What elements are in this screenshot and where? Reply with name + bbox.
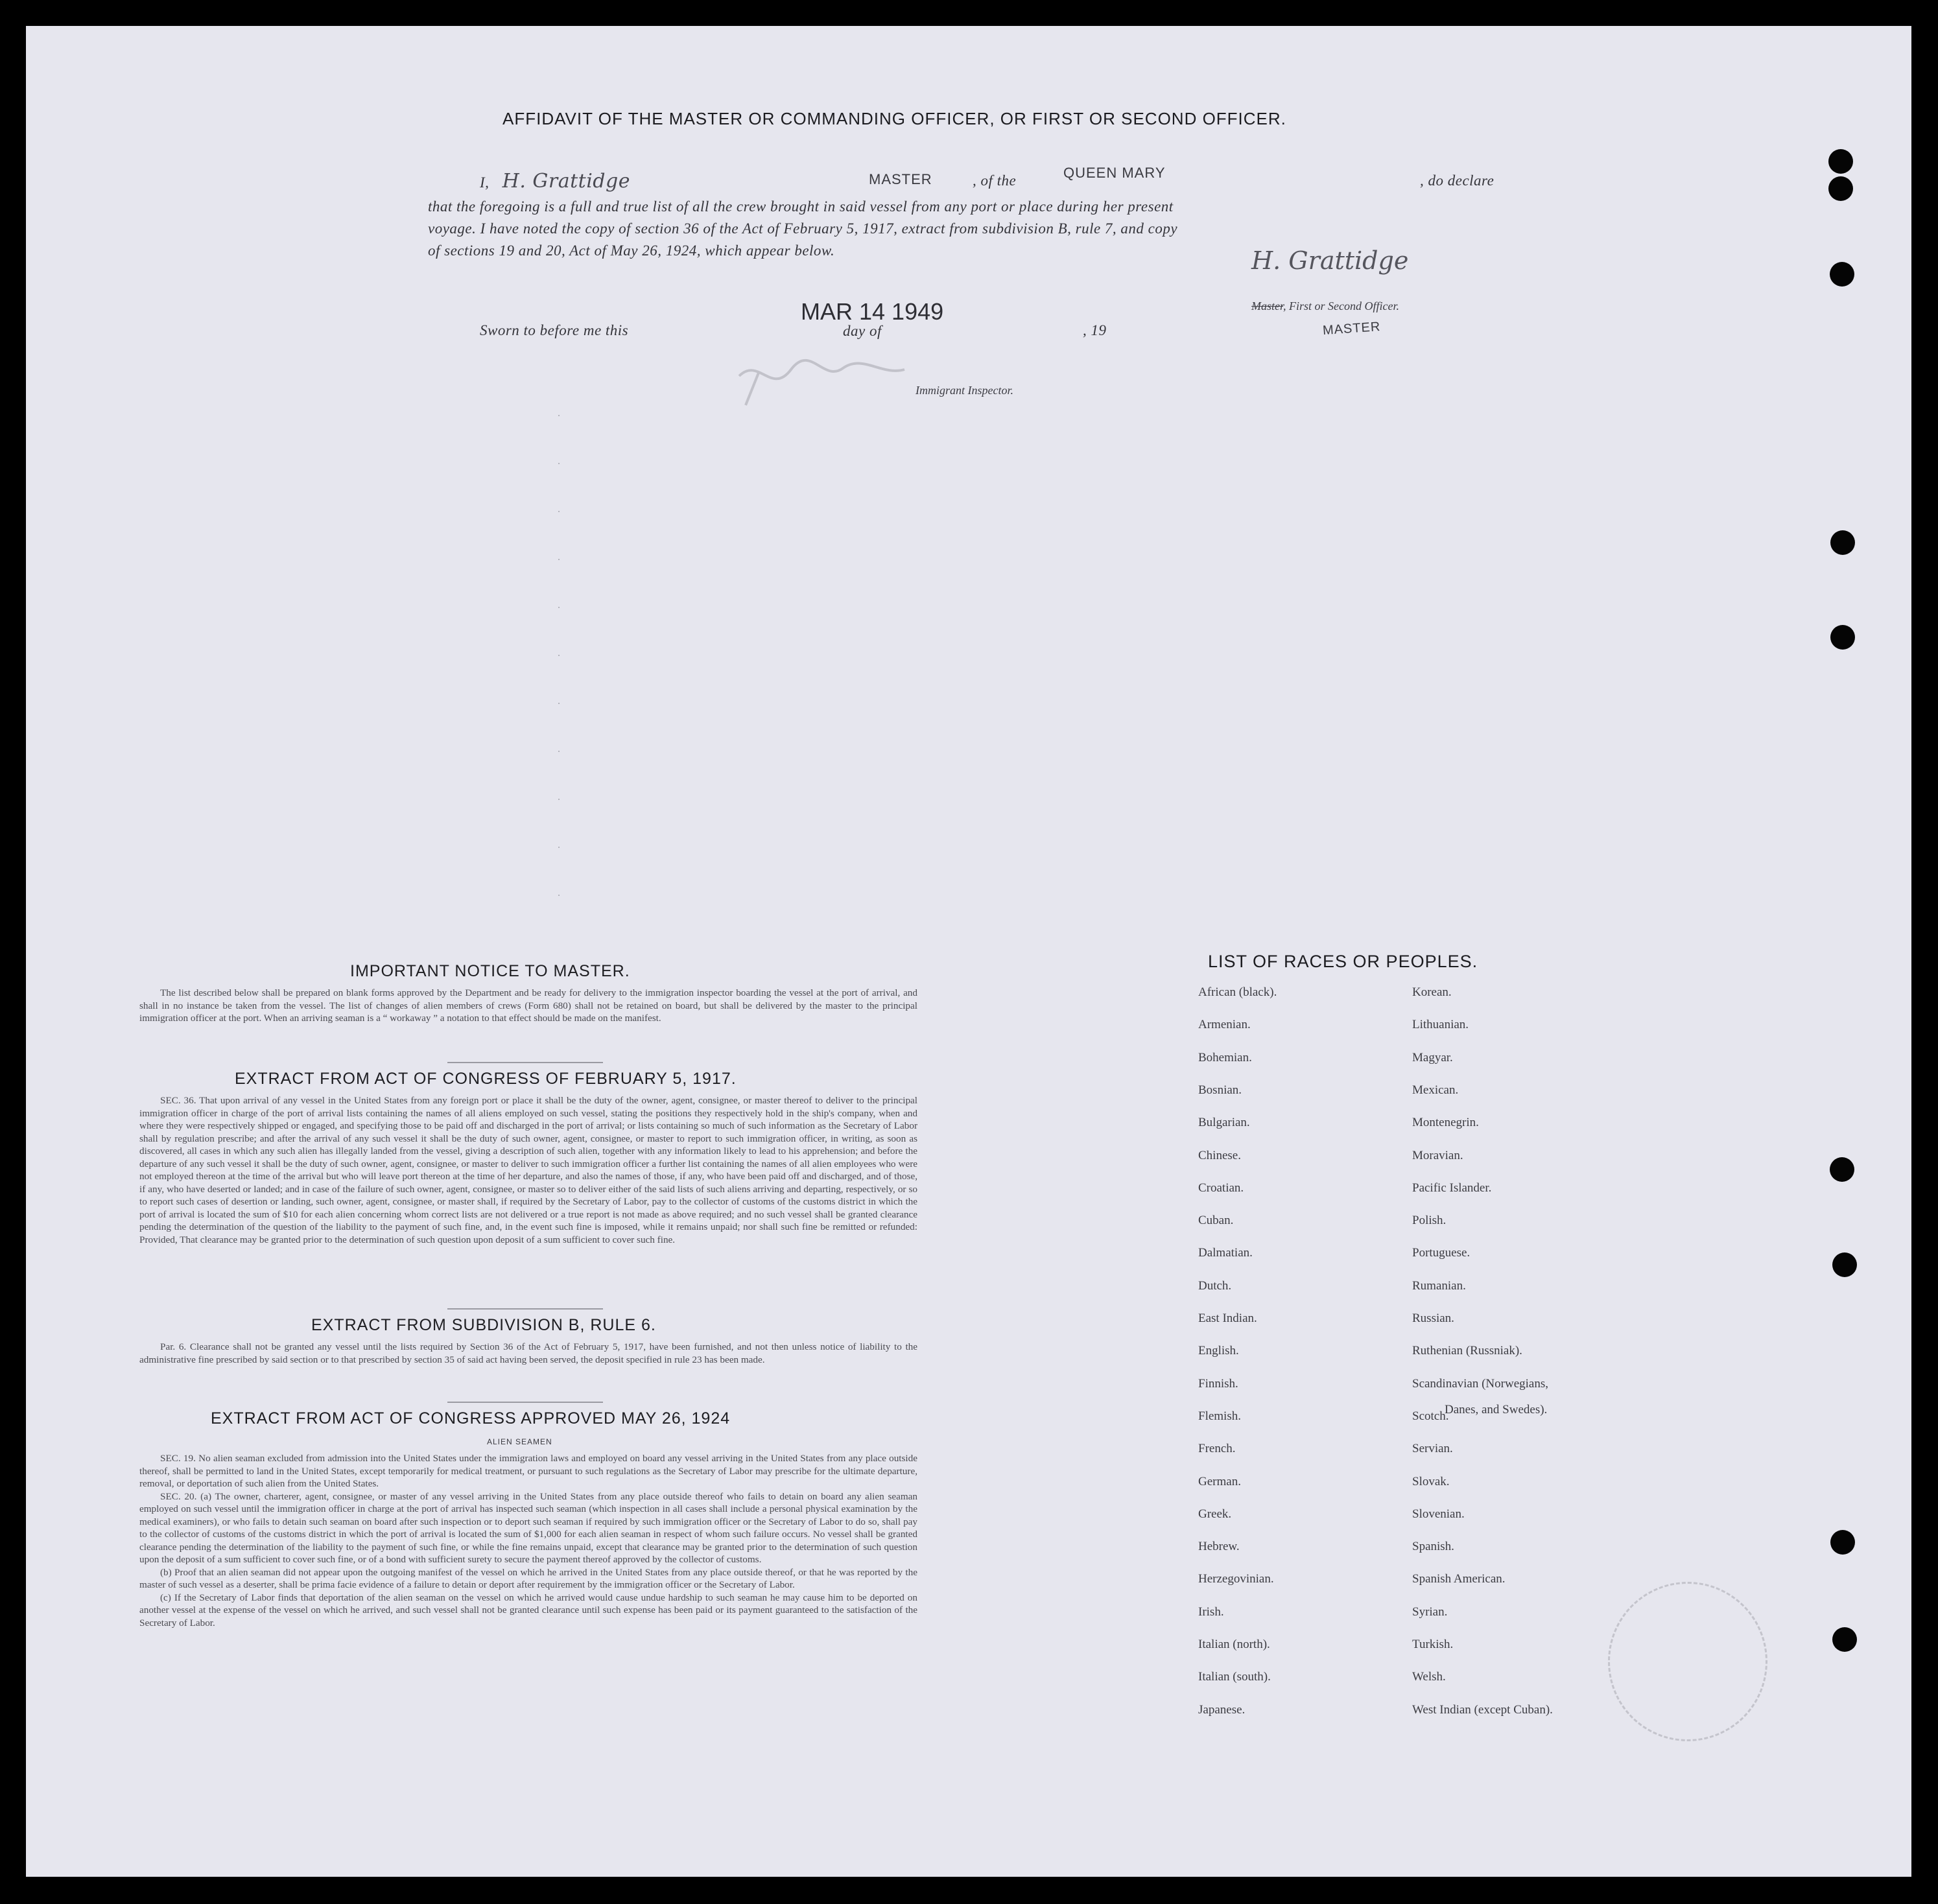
race-item: French. [1198, 1442, 1236, 1456]
race-item: Syrian. [1412, 1604, 1448, 1619]
race-item: Scandinavian (Norwegians, [1412, 1376, 1548, 1391]
par-6-paragraph: Par. 6. Clearance shall not be granted any vessel until the lists required by Section 36 of the Act of February 5, 1917, have been furnished, and not then unless notice of liability to the administrative fine prescribed by said section or to that prescribed by section 35 of said act having been served, the deposit specified in rule 23 has been made. [139, 1341, 917, 1365]
race-item: English. [1198, 1344, 1239, 1358]
affidavit-title: AFFIDAVIT OF THE MASTER OR COMMANDING OFFICER, OR FIRST OR SECOND OFFICER. [502, 109, 1286, 128]
affidavit-line-2: that the foregoing is a full and true list of all the crew brought in said vessel from any port or place during her present [428, 198, 1174, 215]
race-item: Greek. [1198, 1507, 1232, 1521]
rank-stamp: MASTER [869, 171, 932, 187]
race-item: West Indian (except Cuban). [1412, 1702, 1553, 1717]
race-item: Chinese. [1198, 1148, 1241, 1162]
race-item: Pacific Islander. [1412, 1181, 1492, 1195]
race-item: Ruthenian (Russniak). [1412, 1344, 1522, 1358]
race-item: Flemish. [1198, 1409, 1241, 1423]
binder-hole [1828, 176, 1853, 201]
race-item: Herzegovinian. [1198, 1572, 1274, 1586]
race-item: Irish. [1198, 1604, 1224, 1619]
affidavit-line-1 [480, 170, 630, 193]
notice-body [139, 987, 917, 1025]
binder-hole [1830, 530, 1855, 555]
divider [447, 1308, 603, 1310]
race-item: Croatian. [1198, 1181, 1244, 1195]
binder-hole [1832, 1627, 1857, 1652]
section-36-paragraph: SEC. 36. That upon arrival of any vessel in the United States from any foreign port or place it shall be the duty of the owner, agent, consignee, or master thereof to deliver to the principal immigration officer in charge of the port of arrival lists containing the names of all aliens employed on such vessel, stating the positions they respectively hold in the ship's company, when and where they were respectively shipped or engaged, and specifying those to be paid off and discharged in the port of arrival; or lists containing so much of such information as the Secretary of Labor shall by regulation prescribe; and after the arrival of any such vessel it shall be the duty of such owner, agent, consignee, or master to report to such immigration officer, in writing, as soon as discovered, all cases in which any such alien has illegally landed from the vessel, giving a description of such alien, together with any information likely to lead to his apprehension; and before the departure of any such vessel it shall be the duty of such owner, agent, consignee, or master to deliver to such immigration officer a further list containing the names of all alien employees who were not employed thereon at the time of the arrival but who will leave port thereon at the time of her departure, and also the names of those, if any, who have been paid off and discharged, and of those, if any, who have deserted or landed; and in case of the failure of such owner, agent, consignee, or master so to deliver either of the said lists of such aliens arriving and departing, respectively, or so to report such cases of desertion or landing, such owner, agent, consignee, or master shall, if required by the Secretary of Labor, pay to the collector of customs of the customs district in which the port of arrival is located the sum of $10 for each alien concerning whom correct lists are not delivered or a true report is not made as above required; and no such vessel shall be granted clearance pending the determination of the question of the liability to the payment of such fine, and, in the event such fine is imposed, while it remains unpaid; nor shall such fine be remitted or refunded: Provided, That clearance may be granted prior to the determination of such question upon deposit of a sum sufficient to cover such fine. [139, 1095, 917, 1245]
race-item: Moravian. [1412, 1148, 1463, 1162]
race-item: Armenian. [1198, 1018, 1251, 1032]
race-item: Spanish American. [1412, 1572, 1506, 1586]
race-item: Russian. [1412, 1311, 1454, 1325]
race-item: Hebrew. [1198, 1540, 1240, 1554]
race-item: Bosnian. [1198, 1083, 1242, 1097]
day-of-text: day of [843, 323, 882, 339]
notice-heading: IMPORTANT NOTICE TO MASTER. [350, 962, 630, 980]
binder-hole [1830, 1157, 1854, 1182]
officer-signature: H. Grattidge [1251, 246, 1409, 275]
section-19-paragraph: SEC. 19. No alien seaman excluded from admission into the United States under the immigration laws and employed on board any vessel arriving in the United States from any place outside thereof, shall be permitted to land in the United States, except temporarily for medical treatment, or pursuant to such regulations as the Secretary of Labor may prescribe for the ultimate departure, removal, or deportation of such alien from the United States. [139, 1453, 917, 1489]
divider [447, 1402, 603, 1403]
race-item: Montenegrin. [1412, 1116, 1479, 1130]
of-the-text: , of the [973, 172, 1017, 189]
rule-6-body [139, 1341, 917, 1366]
race-item: Dalmatian. [1198, 1246, 1253, 1260]
inspector-signature-mark [733, 350, 914, 408]
races-list-title: LIST OF RACES OR PEOPLES. [1208, 952, 1478, 971]
binder-hole [1832, 1252, 1857, 1277]
race-item: Servian. [1412, 1442, 1453, 1456]
race-item: Magyar. [1412, 1050, 1453, 1064]
race-item: Scotch. [1412, 1409, 1449, 1423]
officer-name-handwritten: H. Grattidge [502, 170, 630, 193]
faint-seal-stamp [1608, 1582, 1767, 1741]
race-item: Korean. [1412, 985, 1452, 999]
rule-6-heading: EXTRACT FROM SUBDIVISION B, RULE 6. [311, 1316, 656, 1334]
extract-1917-body [139, 1094, 917, 1246]
binder-hole [1830, 1530, 1855, 1555]
column-guide-dots [558, 415, 560, 908]
vessel-name-stamp: QUEEN MARY [1063, 165, 1166, 181]
race-item: Portuguese. [1412, 1246, 1471, 1260]
race-item: Turkish. [1412, 1638, 1454, 1651]
officer-rank-stamp: MASTER [1322, 319, 1381, 338]
race-item: Slovak. [1412, 1474, 1450, 1488]
race-item: Polish. [1412, 1214, 1447, 1228]
race-item: Rumanian. [1412, 1278, 1466, 1293]
affidavit-line-3: voyage. I have noted the copy of section 36 of the Act of February 5, 1917, extract from subdivision B, rule 7, and copy [428, 220, 1178, 237]
sworn-text: Sworn to before me this [480, 322, 629, 338]
affidavit-line-4: of sections 19 and 20, Act of May 26, 1924, which appear below. [428, 242, 835, 259]
race-item: Mexican. [1412, 1083, 1459, 1097]
race-item: Bohemian. [1198, 1050, 1252, 1064]
year-text: , 19 [1083, 322, 1107, 338]
race-item: Italian (south). [1198, 1670, 1271, 1684]
section-20a-paragraph: SEC. 20. (a) The owner, charterer, agent, consignee, or master of any vessel arriving in the United States from any place outside thereof who fails to detain on board any alien seaman employed on such vessel until the immigration officer in charge at the port of arrival has inspected such seaman (which inspection in all cases shall include a personal physical examination by the medical examiners), or who fails to detain such seaman on board after such inspection or to deport such seaman if required by such immigration officer or the Secretary of Labor to do so, shall pay to the collector of customs of the customs district in which the port of arrival is located the sum of $1,000 for each alien seaman in respect of whom such failure occurs. No vessel shall be granted clearance pending the determination of the liability to the payment of such fine, or while the fine remains unpaid, except that clearance may be granted prior to the determination of such question upon the deposit of a sum sufficient to cover such fine, or of a bond with sufficient surety to secure the payment thereof approved by the collector of customs. [139, 1490, 917, 1565]
divider [447, 1062, 603, 1063]
race-item: Lithuanian. [1412, 1018, 1469, 1032]
extract-1924-heading: EXTRACT FROM ACT OF CONGRESS APPROVED MAY 26, 1924 [211, 1409, 731, 1428]
race-item: Cuban. [1198, 1214, 1234, 1228]
document-page [26, 26, 1911, 1877]
binder-hole [1830, 625, 1855, 650]
affidavit-i: I, [480, 174, 490, 191]
binder-hole [1830, 262, 1854, 287]
date-stamp: MAR 14 1949 [801, 298, 944, 325]
race-item: Bulgarian. [1198, 1116, 1250, 1130]
section-20b-paragraph: (b) Proof that an alien seaman did not appear upon the outgoing manifest of the vessel on which he arrived in the United States from any place outside thereof, or that he was reported by the master of such vessel as a deserter, shall be prima facie evidence of a failure to detain or deport after requirement by the immigration officer or the Secretary of Labor. [139, 1566, 917, 1590]
race-item: Slovenian. [1412, 1507, 1465, 1521]
master-struck-text: Master [1251, 300, 1283, 312]
race-continuation: Danes, and Swedes). [1445, 1403, 1548, 1416]
section-20c-paragraph: (c) If the Secretary of Labor finds that deportation of the alien seaman on the vessel on which he arrived would cause undue hardship to such seaman he may cause him to be deported on another vessel at the expense of the vessel on which he arrived, and such vessel shall not be granted clearance until such expense has been paid or its payment guaranteed to the satisfaction of the Secretary of Labor. [139, 1592, 917, 1628]
do-declare-text: , do declare [1420, 172, 1495, 189]
race-item: African (black). [1198, 985, 1277, 999]
notice-paragraph: The list described below shall be prepared on blank forms approved by the Department and be ready for delivery to the immigration inspector boarding the vessel at the port of arrival, and shall in no instance be taken from the vessel. The list of changes of alien members of crews (Form 680) shall not be retained on board, but shall be delivered by the master to the principal immigration officer at the port. When an arriving seaman is a “ workaway ” a notation to that effect should be made on the manifest. [139, 987, 917, 1024]
officer-caption [1251, 300, 1399, 313]
race-item: Italian (north). [1198, 1638, 1270, 1651]
race-item: East Indian. [1198, 1311, 1257, 1325]
race-item: Japanese. [1198, 1702, 1246, 1717]
binder-hole [1828, 149, 1853, 174]
alien-seamen-subheading: ALIEN SEAMEN [487, 1437, 552, 1446]
race-item: Finnish. [1198, 1376, 1238, 1391]
race-item: Spanish. [1412, 1540, 1454, 1554]
race-item: Welsh. [1412, 1670, 1446, 1684]
extract-1917-heading: EXTRACT FROM ACT OF CONGRESS OF FEBRUARY 5, 1917. [235, 1070, 737, 1088]
extract-1924-body [139, 1452, 917, 1629]
race-item: German. [1198, 1474, 1241, 1488]
officer-caption-text: , First or Second Officer. [1283, 300, 1399, 312]
inspector-caption: Immigrant Inspector. [916, 384, 1013, 397]
race-item: Dutch. [1198, 1278, 1232, 1293]
